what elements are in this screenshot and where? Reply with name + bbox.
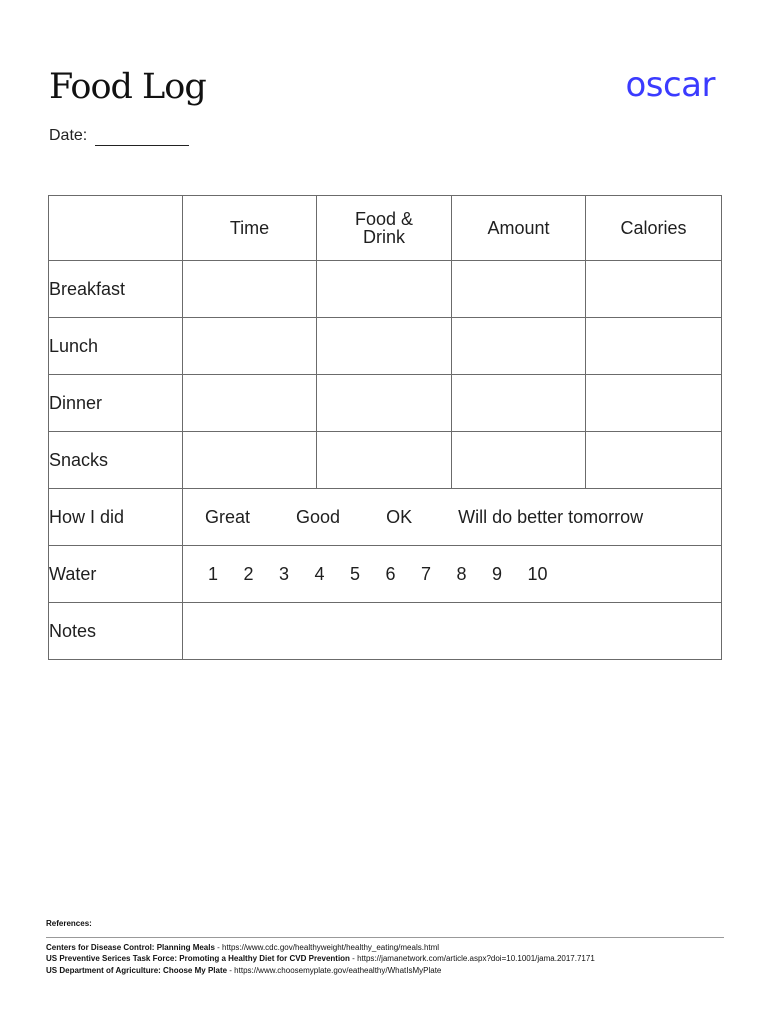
- cell-dinner-calories[interactable]: [586, 375, 722, 432]
- date-label: Date:: [49, 127, 88, 144]
- reference-url: - https://www.choosemyplate.gov/eathealthy/WhatIsMyPlate: [227, 965, 442, 975]
- row-label-breakfast: Breakfast: [49, 261, 183, 318]
- header-amount: Amount: [452, 196, 586, 261]
- water-options: [183, 564, 721, 585]
- rating-great[interactable]: Great: [205, 506, 251, 527]
- header-food-drink-label: Food & Drink: [354, 209, 414, 247]
- water-10[interactable]: 10: [527, 563, 548, 584]
- food-log-table: [48, 195, 722, 660]
- cell-snacks-amount[interactable]: [452, 432, 586, 489]
- row-label-snacks: Snacks: [49, 432, 183, 489]
- table-row: [49, 375, 722, 432]
- header-time: Time: [183, 196, 317, 261]
- reference-item: [46, 942, 724, 954]
- cell-breakfast-amount[interactable]: [452, 261, 586, 318]
- cell-breakfast-calories[interactable]: [586, 261, 722, 318]
- references-divider: [46, 937, 724, 938]
- water-3[interactable]: 3: [279, 563, 290, 584]
- water-9[interactable]: 9: [492, 563, 503, 584]
- cell-lunch-time[interactable]: [183, 318, 317, 375]
- water-2[interactable]: 2: [243, 563, 254, 584]
- cell-snacks-time[interactable]: [183, 432, 317, 489]
- reference-source: US Preventive Serices Task Force: Promoting a Healthy Diet for CVD Prevention: [46, 954, 350, 963]
- date-blank-line[interactable]: [95, 130, 189, 146]
- row-label-how-i-did: How I did: [49, 489, 183, 546]
- reference-url: - https://jamanetwork.com/article.aspx?doi=10.1001/jama.2017.7171: [349, 954, 595, 963]
- header-corner: [49, 196, 183, 261]
- water-6[interactable]: 6: [385, 563, 396, 584]
- table-row: [49, 432, 722, 489]
- water-7[interactable]: 7: [421, 563, 432, 584]
- rating-cell: [183, 489, 722, 546]
- reference-url: - https://www.cdc.gov/healthyweight/healthy_eating/meals.html: [214, 942, 440, 952]
- cell-lunch-food[interactable]: [317, 318, 452, 375]
- cell-breakfast-time[interactable]: [183, 261, 317, 318]
- header-row: [49, 196, 722, 261]
- rating-ok[interactable]: OK: [386, 506, 413, 527]
- cell-dinner-food[interactable]: [317, 375, 452, 432]
- water-5[interactable]: 5: [350, 563, 361, 584]
- table-row: [49, 603, 722, 660]
- header-calories: Calories: [586, 196, 722, 261]
- cell-snacks-calories[interactable]: [586, 432, 722, 489]
- row-label-water: Water: [49, 546, 183, 603]
- date-row: [49, 126, 189, 146]
- cell-lunch-calories[interactable]: [586, 318, 722, 375]
- notes-cell[interactable]: [183, 603, 722, 660]
- table-row: [49, 546, 722, 603]
- reference-source: Centers for Disease Control: Planning Meals: [46, 942, 215, 952]
- reference-source: US Department of Agriculture: Choose My Plate: [46, 965, 228, 975]
- table-row: [49, 318, 722, 375]
- table-row: [49, 489, 722, 546]
- references: [46, 918, 724, 976]
- cell-dinner-time[interactable]: [183, 375, 317, 432]
- rating-good[interactable]: Good: [296, 506, 341, 527]
- water-8[interactable]: 8: [456, 563, 467, 584]
- rating-do-better[interactable]: Will do better tomorrow: [458, 506, 644, 527]
- reference-item: [46, 965, 724, 977]
- table-row: [49, 261, 722, 318]
- water-4[interactable]: 4: [314, 563, 325, 584]
- cell-dinner-amount[interactable]: [452, 375, 586, 432]
- cell-breakfast-food[interactable]: [317, 261, 452, 318]
- cell-lunch-amount[interactable]: [452, 318, 586, 375]
- cell-snacks-food[interactable]: [317, 432, 452, 489]
- row-label-dinner: Dinner: [49, 375, 183, 432]
- page-title: Food Log: [49, 67, 206, 107]
- row-label-lunch: Lunch: [49, 318, 183, 375]
- references-label: References:: [46, 919, 92, 928]
- water-cell: [183, 546, 722, 603]
- header-food-drink: [317, 196, 452, 261]
- row-label-notes: Notes: [49, 603, 183, 660]
- reference-item: [46, 953, 724, 965]
- water-1[interactable]: 1: [208, 563, 219, 584]
- oscar-logo: oscar: [625, 65, 715, 105]
- rating-options: [183, 507, 721, 528]
